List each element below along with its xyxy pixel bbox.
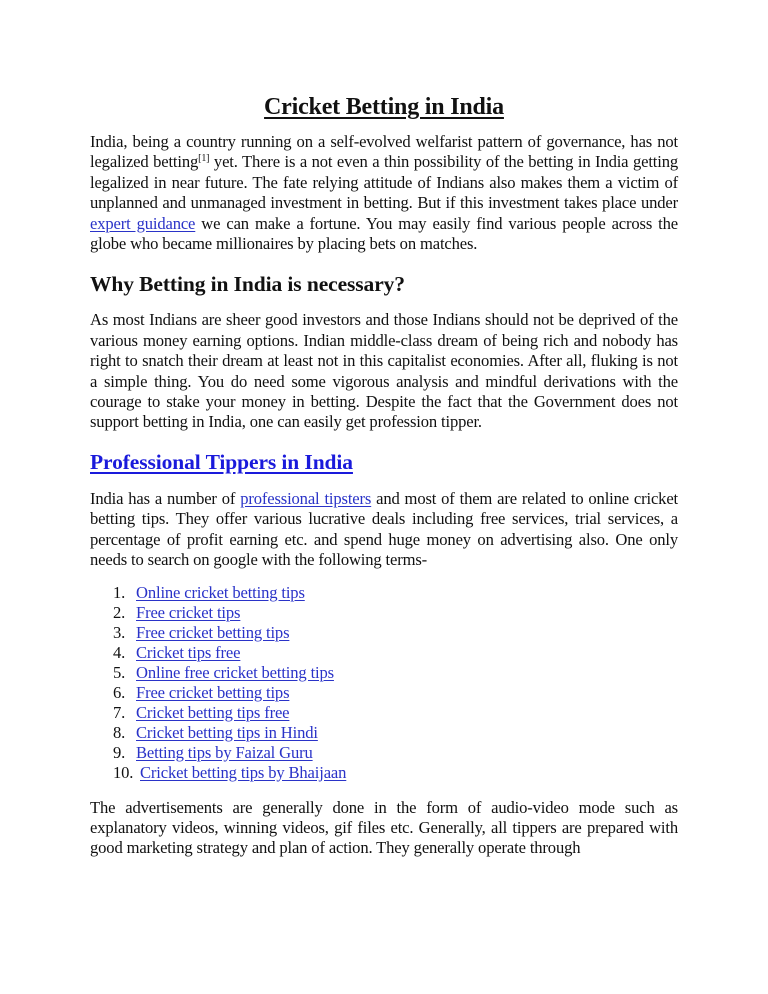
document-page (90, 92, 678, 859)
search-term-link[interactable]: Betting tips by Faizal Guru (136, 742, 313, 762)
search-term-link[interactable]: Cricket betting tips free (136, 702, 290, 722)
footnote-reference[interactable]: [1] (198, 153, 210, 165)
list-item (90, 743, 678, 763)
list-item (90, 703, 678, 723)
intro-text-3: we can make a fortune. You may easily find various people across the globe who became millionaires by placing bets on matches. (90, 213, 678, 254)
list-item (90, 643, 678, 663)
list-item (90, 683, 678, 703)
search-terms-list (90, 583, 678, 783)
tippers-text-2: and most of them are related to online cricket betting tips. They offer various lucrative deals including free services, trial services, a percentage of profit earning etc. and spend huge money on advertising also. One only needs to search on google with the following terms- (90, 488, 679, 570)
list-number: 2. (113, 602, 126, 622)
intro-text-2: yet. There is a not even a thin possibility of the betting in India getting legalized in near future. The fate relying attitude of Indians also makes them a victim of unplanned and unmanaged investment in betting. But if this investment takes place under (90, 152, 678, 213)
list-item (90, 623, 678, 643)
document-title: Cricket Betting in India (264, 94, 504, 120)
search-term-link[interactable]: Online cricket betting tips (136, 582, 305, 602)
list-item (90, 763, 678, 783)
list-number: 4. (113, 642, 126, 662)
list-number: 8. (113, 722, 126, 742)
list-number: 3. (113, 622, 126, 642)
intro-paragraph (90, 132, 678, 254)
tippers-text-1: India has a number of (90, 488, 241, 508)
why-betting-heading: Why Betting in India is necessary? (90, 272, 405, 297)
why-betting-paragraph: As most Indians are sheer good investors and those Indians should not be deprived of the various money earning options. Indian middle-class dream of being rich and nobody has right to snatch their dream at least not in this capitalist economies. After all, fluking is not a simple thing. You do need some vigorous analysis and mindful derivations with the courage to stake your money in betting. Despite the fact that the Government does not support betting in India, one can easily get profession tipper. (90, 310, 678, 432)
list-number: 10. (113, 762, 134, 782)
search-term-link[interactable]: Free cricket betting tips (136, 622, 290, 642)
list-number: 5. (113, 662, 126, 682)
intro-text-1: India, being a country running on a self-evolved welfarist pattern of governance, has not legalized betting (90, 132, 678, 172)
list-item (90, 583, 678, 603)
search-term-link[interactable]: Online free cricket betting tips (136, 662, 334, 682)
list-number: 1. (113, 582, 126, 602)
professional-tipsters-link[interactable]: professional tipsters (240, 488, 372, 508)
list-item (90, 663, 678, 683)
search-term-link[interactable]: Cricket betting tips in Hindi (136, 722, 318, 742)
list-number: 6. (113, 682, 126, 702)
expert-guidance-link[interactable]: expert guidance (90, 213, 196, 233)
professional-tippers-heading-link[interactable]: Professional Tippers in India (90, 449, 353, 474)
search-term-link[interactable]: Free cricket betting tips (136, 682, 290, 702)
search-term-link[interactable]: Cricket tips free (136, 642, 241, 662)
list-item (90, 603, 678, 623)
list-number: 9. (113, 742, 126, 762)
advertisements-paragraph: The advertisements are generally done in the form of audio-video mode such as explanatory videos, winning videos, gif files etc. Generally, all tippers are prepared with good marketing strategy and plan of action. They generally operate through (90, 797, 678, 858)
list-number: 7. (113, 702, 126, 722)
list-item (90, 723, 678, 743)
search-term-link[interactable]: Cricket betting tips by Bhaijaan (140, 762, 347, 782)
tippers-paragraph (90, 489, 678, 571)
search-term-link[interactable]: Free cricket tips (136, 602, 241, 622)
